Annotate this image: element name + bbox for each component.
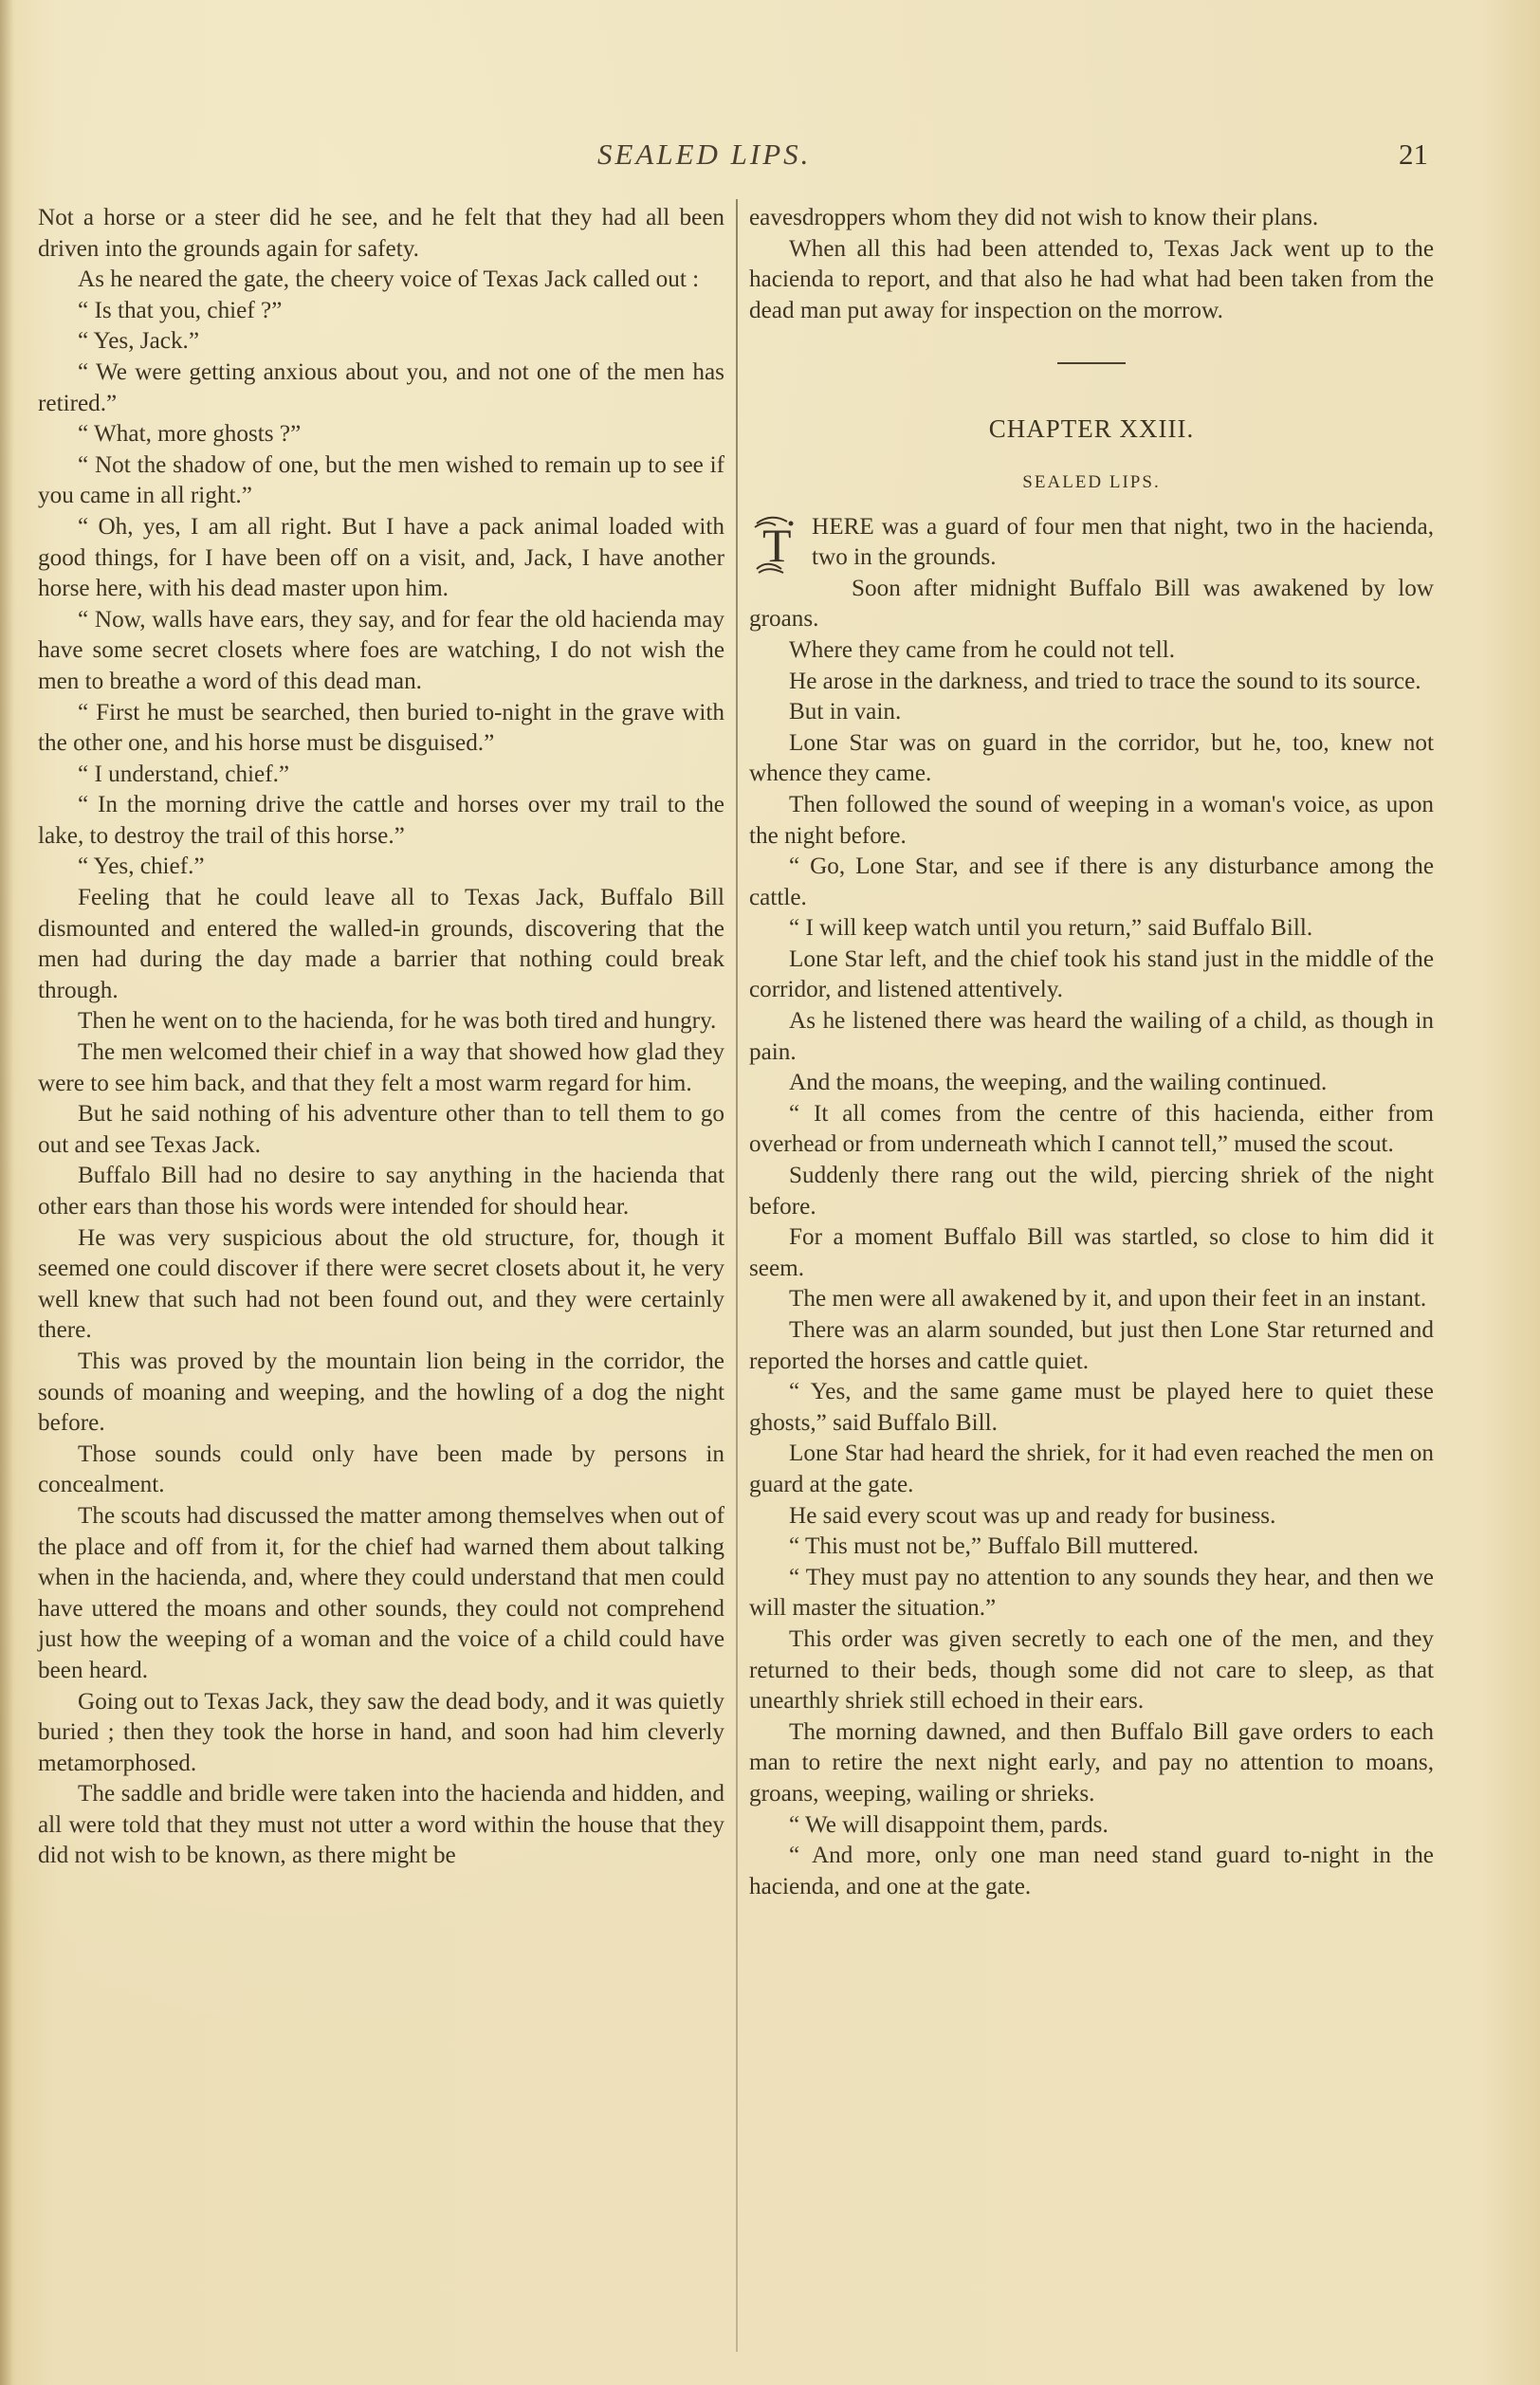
paragraph: “ It all comes from the centre of this hacienda, either from overhead or from underneath which I cannot tell,” mused the scout. [749,1100,1434,1158]
paragraph: “ They must pay no attention to any sounds they hear, and then we will master the situation.” [749,1564,1434,1622]
section-separator [1057,362,1126,364]
paragraph: Soon after midnight Buffalo Bill was awakened by low groans. [749,575,1434,633]
paragraph: “ Oh, yes, I am all right. But I have a pack animal loaded with good things, for I have been off on a visit, and, Jack, I have another horse here, with his dead master upon him. [38,513,724,602]
paragraph: “ Is that you, chief ?” [78,297,283,323]
paragraph: “ This must not be,” Buffalo Bill muttered. [789,1533,1200,1560]
paragraph: “ Yes, chief.” [78,853,205,880]
paragraph: The men welcomed their chief in a way that showed how glad they were to see him back, and that they felt a most warm regard for him. [38,1039,724,1096]
chapter-first-paragraph: HERE was a guard of four men that night, two in the hacienda, two in the grounds. [812,513,1434,571]
paragraph: eavesdroppers whom they did not wish to know their plans. [749,205,1319,230]
paragraph: “ Not the shadow of one, but the men wished to remain up to see if you came in all right.” [38,451,724,509]
chapter-subtitle: SEALED LIPS. [1022,471,1161,492]
paragraph: Feeling that he could leave all to Texas Jack, Buffalo Bill dismounted and entered the walled-in grounds, discovering that the men had during the day made a barrier that nothing could break through. [38,885,724,1003]
dropcap-ornament [749,514,804,577]
page-number: 21 [1399,138,1428,171]
paragraph: “ Yes, Jack.” [78,328,200,355]
paragraph: The saddle and bridle were taken into the hacienda and hidden, and all were told that they must not utter a word within the house that they did not wish to be known, as there might be [38,1781,724,1869]
paragraph: This order was given secretly to each one of the men, and they returned to their beds, though some did not care to sleep, as that unearthly shriek still echoed in their ears. [749,1625,1434,1715]
paragraph: Suddenly there rang out the wild, piercing shriek of the night before. [749,1163,1434,1220]
paragraph: “ I understand, chief.” [78,761,290,787]
page-binding-shadow [0,0,13,2385]
paragraph: When all this had been attended to, Texas Jack went up to the hacienda to report, and that also he had what had been taken from the dead man put away for inspection on the morrow. [749,235,1434,323]
paragraph: Then followed the sound of weeping in a woman's voice, as upon the night before. [749,791,1434,849]
column-divider [736,199,738,2352]
right-column-body [749,574,1434,1903]
paragraph: “ And more, only one man need stand guard to-night in the hacienda, and one at the gate. [749,1843,1434,1899]
chapter-opening [749,512,1434,574]
paragraph: But he said nothing of his adventure other than to tell them to go out and see Texas Jack. [38,1101,724,1158]
page-header [0,138,1540,185]
left-column [38,203,724,1872]
paragraph: “ What, more ghosts ?” [78,421,302,448]
paragraph: “ First he must be searched, then buried to-night in the grave with the other one, and his horse must be disguised.” [38,699,724,757]
paragraph: “ We were getting anxious about you, and not one of the men has retired.” [38,358,724,416]
paragraph: “ Go, Lone Star, and see if there is any disturbance among the cattle. [749,853,1434,910]
paragraph: “ In the morning drive the cattle and horses over my trail to the lake, to destroy the trail of this horse.” [38,792,724,849]
paragraph: Going out to Texas Jack, they saw the dead body, and it was quietly buried ; then they took the horse in hand, and soon had him cleverly metamorphosed. [38,1688,724,1776]
running-title: SEALED LIPS. [597,138,812,171]
paragraph: As he neared the gate, the cheery voice of Texas Jack called out : [78,266,700,293]
right-column [749,203,1434,1902]
paragraph: “ Now, walls have ears, they say, and for fear the old hacienda may have some secret closets where foes are watching, I do not wish the men to breathe a word of this dead man. [38,606,724,694]
paragraph: Lone Star was on guard in the corridor, but he, too, knew not whence they came. [749,729,1434,787]
paragraph: Not a horse or a steer did he see, and he felt that they had all been driven into the grounds again for safety. [38,205,724,262]
paragraph: He said every scout was up and ready for business. [789,1502,1276,1529]
paragraph: There was an alarm sounded, but just then Lone Star returned and reported the horses and cattle quiet. [749,1317,1434,1374]
paragraph: Lone Star had heard the shriek, for it had even reached the men on guard at the gate. [749,1440,1434,1497]
paragraph: The men were all awakened by it, and upon their feet in an instant. [789,1286,1427,1312]
paragraph: As he listened there was heard the wailing of a child, as though in pain. [749,1008,1434,1065]
right-column-top [749,203,1434,326]
paragraph: “ We will disappoint them, pards. [789,1811,1109,1838]
paragraph: Where they came from he could not tell. [789,636,1176,663]
paragraph: For a moment Buffalo Bill was startled, so close to him did it seem. [749,1224,1434,1281]
chapter-title: CHAPTER XXIII. [988,414,1195,444]
paragraph: He arose in the darkness, and tried to trace the sound to its source. [789,668,1421,694]
paragraph: Then he went on to the hacienda, for he was both tired and hungry. [78,1008,717,1035]
paragraph: He was very suspicious about the old structure, for, though it seemed one could discover if there were secret closets about it, he very well knew that such had not been found out, and they were certainly there. [38,1224,724,1344]
paragraph: This was proved by the mountain lion being in the corridor, the sounds of moaning and weeping, and the howling of a dog the night before. [38,1348,724,1437]
paragraph: And the moans, the weeping, and the wailing continued. [789,1070,1328,1096]
paragraph: Buffalo Bill had no desire to say anything in the hacienda that other ears than those his words were intended for should hear. [38,1163,724,1220]
paragraph: Those sounds could only have been made by persons in concealment. [38,1440,724,1498]
paragraph: Lone Star left, and the chief took his stand just in the middle of the corridor, and listened attentively. [749,945,1434,1003]
paragraph: But in vain. [789,699,902,725]
paragraph: The morning dawned, and then Buffalo Bill gave orders to each man to retire the next night early, and pay no attention to moans, groans, weeping, wailing or shrieks. [749,1718,1434,1807]
paragraph: The scouts had discussed the matter among themselves when out of the place and off from it, for the chief had warned them about talking when in the hacienda, and, where they could understand that men could have uttered the moans and other sounds, they could not comprehend just how the weeping of a woman and the voice of a child could have been heard. [38,1502,724,1683]
paragraph: “ Yes, and the same game must be played here to quiet these ghosts,” said Buffalo Bill. [749,1379,1434,1436]
paragraph: “ I will keep watch until you return,” said Buffalo Bill. [789,915,1313,942]
dropcap-letter: T [762,518,792,572]
